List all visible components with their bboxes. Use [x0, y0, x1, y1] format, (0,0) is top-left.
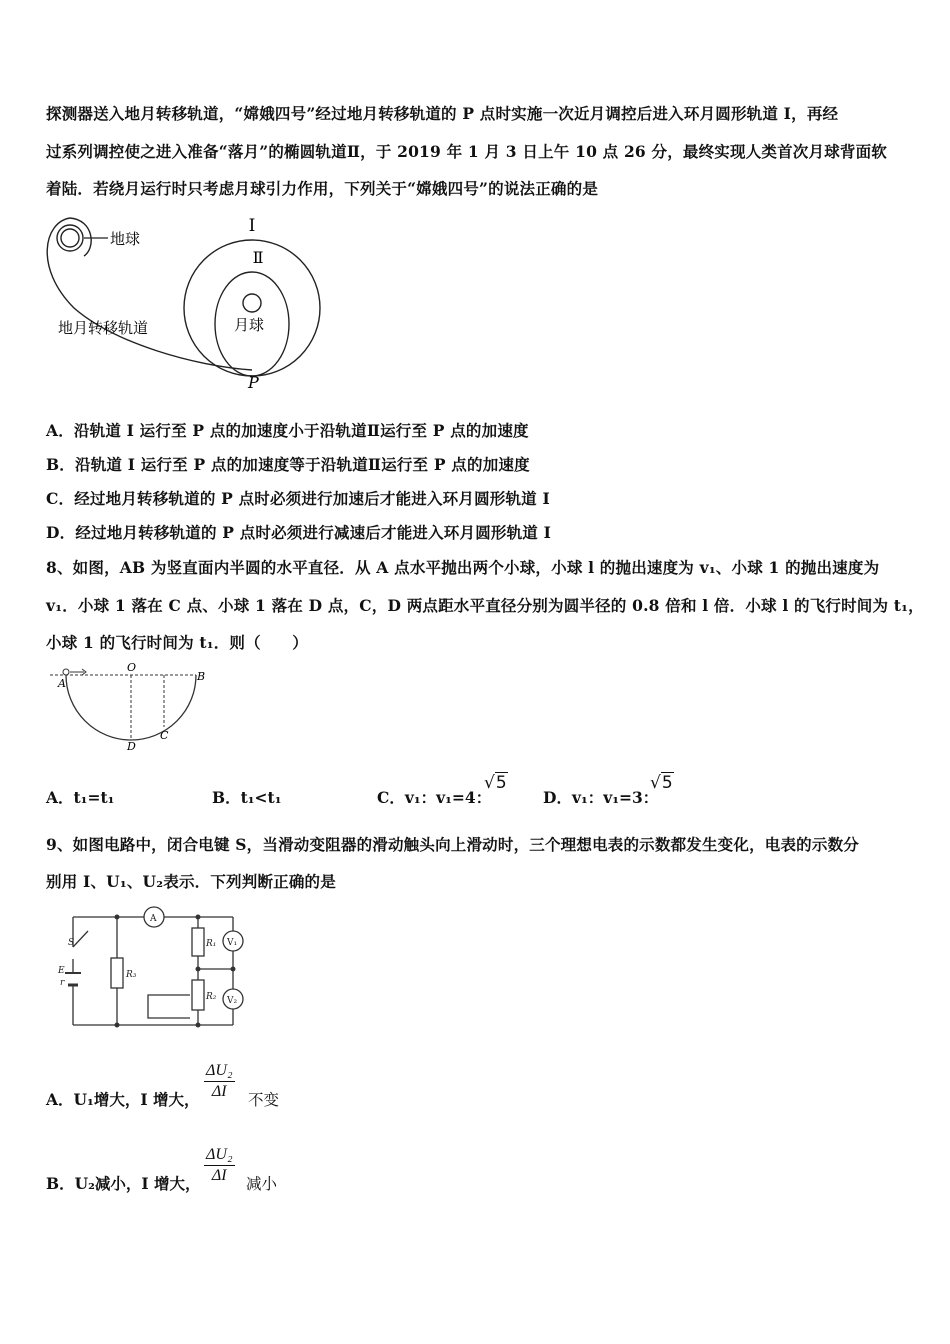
label-o: O	[127, 661, 137, 674]
label-e: E	[58, 966, 65, 976]
label-v2: V₂	[227, 996, 238, 1006]
q9-line-1: 9、如图电路中，闭合电键 S，当滑动变阻器的滑动触头向上滑动时，三个理想电表的示数都发生变化，电表的示数分	[46, 835, 859, 854]
label-r2: R₂	[206, 992, 217, 1002]
q8-line-2: v₁．小球 1 落在 C 点、小球 1 落在 D 点，C，D 两点距水平直径分别为圆半径的 0.8 倍和 l 倍．小球 l 的飞行时间为 t₁，	[46, 596, 924, 615]
moon-label: 月球	[234, 316, 265, 334]
label-c: C	[160, 729, 169, 742]
transfer-label: 地月转移轨道	[58, 319, 149, 337]
resistor-r1	[192, 928, 204, 956]
q8-option-a: A．t₁=t₁	[46, 788, 115, 807]
label-r: r	[60, 978, 65, 988]
label-s: S	[68, 938, 75, 948]
semicircle-diagram	[46, 660, 216, 755]
q8-option-d-sqrt: √5	[650, 773, 673, 793]
q8-line-3: 小球 1 的飞行时间为 t₁．则（ ）	[46, 633, 308, 652]
q7-option-d: D．经过地月转移轨道的 P 点时必须进行减速后才能进入环月圆形轨道 I	[46, 523, 552, 542]
label-d: D	[127, 740, 136, 753]
point-p-label: P	[248, 373, 259, 392]
resistor-r3	[111, 958, 123, 988]
q9-line-2: 别用 I、U₁、U₂表示．下列判断正确的是	[46, 872, 336, 891]
q9-option-a-fraction	[204, 1062, 235, 1101]
q7-option-b: B．沿轨道 I 运行至 P 点的加速度等于沿轨道Ⅱ运行至 P 点的加速度	[46, 455, 530, 474]
q9-option-a-suffix: 不变	[248, 1091, 280, 1109]
q7-line-1: 探测器送入地月转移轨道，“嫦娥四号”经过地月转移轨道的 P 点时实施一次近月调控后进入环月圆形轨道 I，再经	[46, 104, 839, 123]
fraction-denominator: ΔI	[211, 1083, 227, 1100]
q9-option-b-fraction	[204, 1146, 235, 1185]
fraction-numerator: ΔU₂	[204, 1062, 235, 1082]
label-r3: R₃	[126, 970, 137, 980]
earth-inner	[61, 229, 79, 247]
q8-line-1: 8、如图，AB 为竖直面内半圆的水平直径．从 A 点水平抛出两个小球，小球 l 的抛出速度为 v₁、小球 1 的抛出速度为	[46, 558, 880, 577]
fraction-numerator: ΔU₂	[204, 1146, 235, 1166]
label-b: B	[197, 670, 206, 683]
q7-option-c: C．经过地月转移轨道的 P 点时必须进行加速后才能进入环月圆形轨道 I	[46, 489, 550, 508]
orbit-diagram	[44, 208, 334, 393]
q7-line-2: 过系列调控使之进入准备“落月”的椭圆轨道Ⅱ，于 2019 年 1 月 3 日上午 10 点 26 分，最终实现人类首次月球背面软	[46, 142, 888, 161]
fraction-denominator: ΔI	[211, 1167, 227, 1184]
q7-option-a: A．沿轨道 I 运行至 P 点的加速度小于沿轨道Ⅱ运行至 P 点的加速度	[46, 421, 529, 440]
moon	[243, 294, 261, 312]
orbit-1-label: I	[248, 216, 256, 236]
q9-option-b-suffix: 减小	[246, 1175, 278, 1193]
q9-option-b: B．U₂减小，I 增大，	[46, 1174, 201, 1193]
q8-option-c: C．v₁：v₁=4：	[377, 788, 492, 807]
q7-line-3: 着陆．若绕月运行时只考虑月球引力作用，下列关于“嫦娥四号”的说法正确的是	[46, 179, 599, 198]
label-v1: V₁	[227, 938, 238, 948]
earth-label: 地球	[110, 230, 141, 248]
q8-option-c-sqrt: √5	[484, 773, 507, 793]
label-r1: R₁	[206, 939, 217, 949]
q9-option-a: A．U₁增大，I 增大，	[46, 1090, 200, 1109]
label-ammeter: A	[150, 914, 157, 924]
q8-option-b: B．t₁<t₁	[212, 788, 282, 807]
q8-option-d: D．v₁：v₁=3：	[543, 788, 659, 807]
resistor-r2	[192, 980, 204, 1010]
orbit-2-label: Ⅱ	[252, 248, 264, 267]
switch-s	[73, 931, 88, 947]
circuit-diagram	[50, 903, 250, 1033]
label-a: A	[58, 677, 66, 690]
